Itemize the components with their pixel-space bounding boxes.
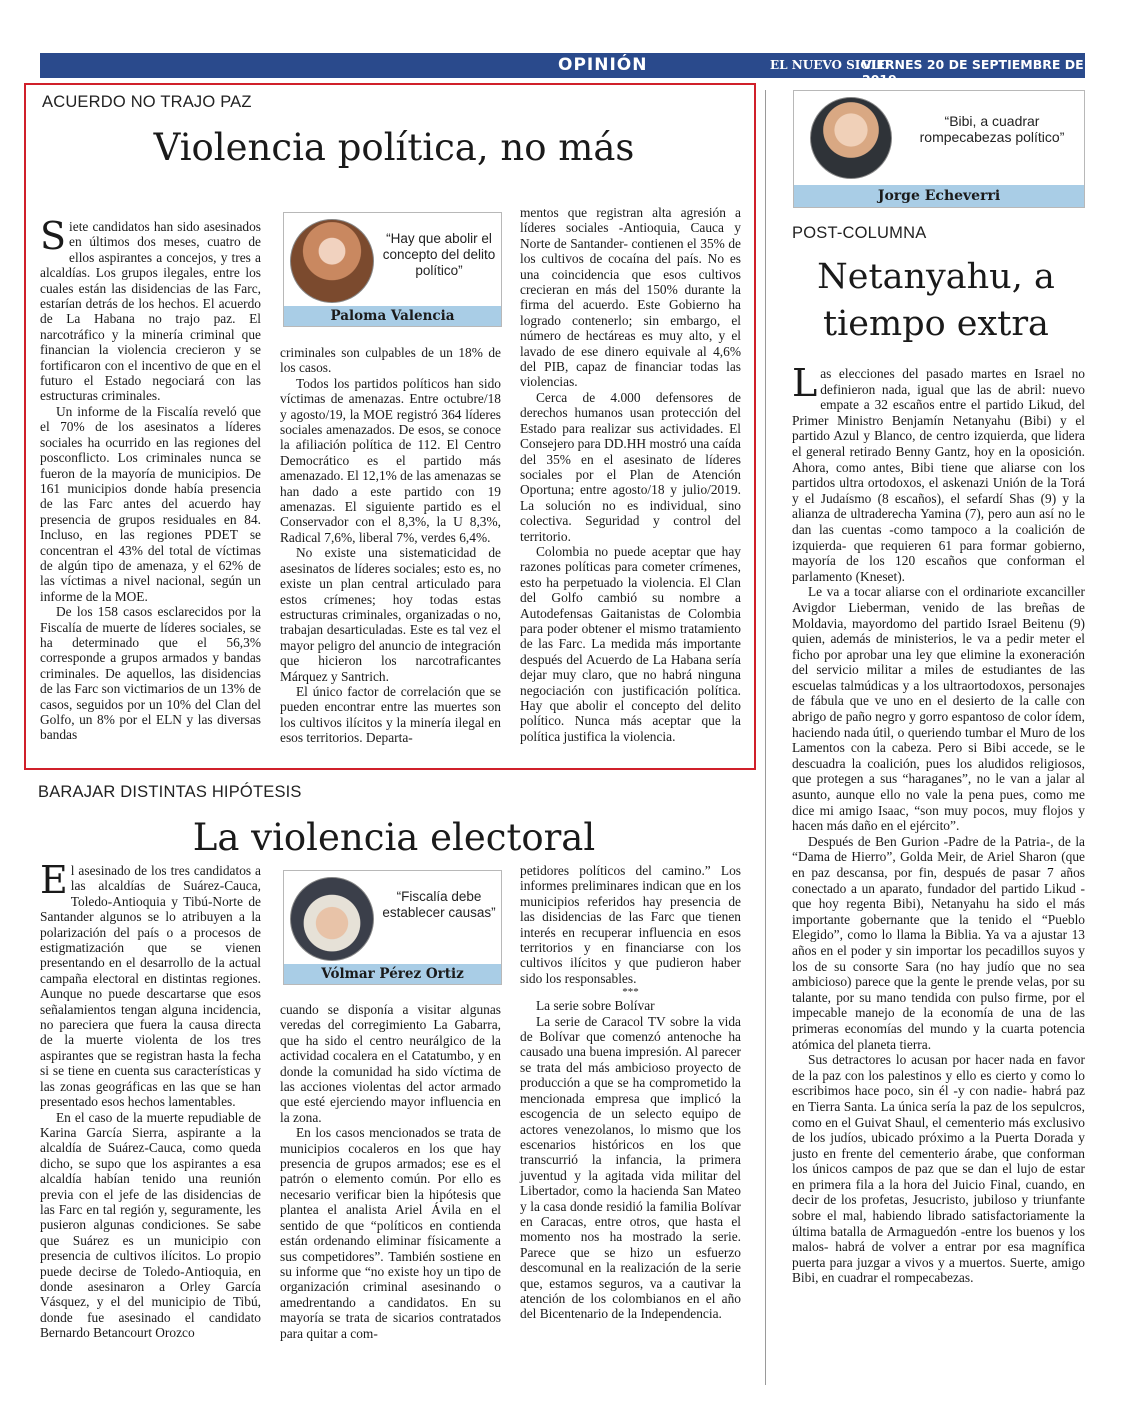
- paragraph: La serie de Caracol TV sobre la vida de Bolívar que comenzó antenoche ha causado una buena impresión. Al parecer se trata del más ambicioso proyecto de producción a que se ha comprometido la mencionada empresa que implicó la escogencia de un selecto equipo de actores venezolanos, lo mismo que los escenarios históricos en los que transcurrió la infancia, la primera juventud y la agitada vida militar del Libertador, como la hacienda San Mateo y la casa donde residió la familia Bolívar en Caracas, entre otros, que hasta el momento nos ha mostrado la serie. Parece que se hizo un esfuerzo descomunal en la realización de la serie que, estamos seguros, va a cautivar la atención de los colombianos en el año del Bicentenario de la Independencia.: [520, 1013, 741, 1322]
- author-name: Vólmar Pérez Ortiz: [284, 964, 501, 984]
- dropcap: E: [40, 858, 68, 902]
- separator: ***: [622, 986, 639, 999]
- paragraph: El único factor de correlación que se pueden encontrar entre las muertes son los cultivos ilícitos y la minería ilegal en esos territorios. Departa-: [280, 683, 501, 746]
- paragraph: En los casos mencionados se trata de municipios cocaleros en los que hay presencia de grupos armados; ese es el patrón o elemento común. Por ello es necesario verificar bien la hipótesis que plantea el analista Ariel Ávila en el sentido de que “políticos en contienda están ordenando eliminar físicamente a sus competidores”. También sostiene en su informe que “no existe hoy un tipo de organización criminal asesinando o amedrentando a candidatos. En su mayoría se trata de sicarios contratados para quitar a com-: [280, 1125, 501, 1341]
- article2-headline: La violencia electoral: [192, 816, 596, 859]
- issue-date: VIERNES 20 DE SEPTIEMBRE DE 2019: [862, 57, 1084, 87]
- paragraph: Le va a tocar aliarse con el ordinariote excanciller Avigdor Lieberman, venido de las breñas de Moldavia, mayordomo del partido Israel Beitenu (9) quien, además de ministerios, le va a pedir meter el ficho por aprobar una ley que elimine la exoneración del servicio militar a miles de estudiantes de las escuelas talmúdicas y a los ultraortodoxos, personajes de fábula que ve uno en el desierto de la calle con abrigo de paño negro y gorro espantoso de color ídem, haciendo nada útil, o queriendo tumbar el Muro de los Lamentos con la cabeza. Pero si Bibi accede, se le descuadra la coalición, pues los aludidos religiosos, que protegen a sus “haraganes”, no le van a jalar al asunto, aunque ello no vale la pena pues, como me dice mi amigo Isaac, “son muy pocos, muy flojos y hacen más daño en el ejército”.: [792, 584, 1085, 834]
- article3-headline: [790, 254, 1082, 348]
- article1-kicker: ACUERDO NO TRAJO PAZ: [42, 93, 252, 111]
- paragraph: petidores políticos del camino.” Los informes preliminares indican que en los municipios referidos hay presencia de las disidencias de las Farc que tienen interés en recuperar influencia en esos territorios y en financiarse con los cultivos ilícitos y que pudieron haber sido los responsables.: [520, 863, 741, 986]
- author-quote: “Bibi, a cuadrar rompecabezas político”: [919, 113, 1065, 145]
- article1-column-1: [40, 214, 261, 743]
- paragraph: criminales son culpables de un 18% de los casos.: [280, 345, 501, 376]
- article1-column-2: [280, 345, 501, 746]
- author-photo: [290, 219, 374, 303]
- article1-headline: Violencia política, no más: [153, 126, 635, 169]
- paragraph: De los 158 casos esclarecidos por la Fiscalía de muerte de líderes sociales, se ha determinado que el 56,3% corresponde a grupos armados y bandas criminales. De aquellos, las disidencias de las Farc son victimarios de un 13% de casos, seguidos por un 10% del Clan del Golfo, un 8% por el ELN y las diversas bandas: [40, 604, 261, 743]
- author-box-jorge-echeverri: [793, 90, 1085, 208]
- paragraph: En el caso de la muerte repudiable de Karina García Sierra, aspirante a la alcaldía de Suárez-Cauca, como queda dicho, se supo que los aspirantes a esa alcaldía habían tenido una reunión previa con el jefe de las disidencias de las Farc en tal región y, seguramente, les pusieron algunas condiciones. Se sabe que Suárez es un municipio con presencia de cultivos ilícitos. Lo propio puede decirse de Toledo-Antioquia, en donde asesinaron a Orley García Vásquez, y el del municipio de Tibú, donde fue asesinado el candidato Bernardo Betancourt Orozco: [40, 1109, 261, 1341]
- author-photo: [810, 97, 892, 179]
- author-box-volmar-perez-ortiz: [283, 870, 502, 985]
- paragraph: Todos los partidos políticos han sido víctimas de amenazas. Entre octubre/18 y agosto/19, la MOE registró 364 líderes sociales amenazados. De esos, se conoce la afiliación política de 112. El Centro Democrático es el partido más amenazado. El 12,1% de las amenazas se han dado a este partido con 19 amenazas. El siguiente partido es el Conservador con el 8,3%, la U 8,3%, Radical 7,6%, liberal 7%, verdes 6,4%.: [280, 375, 501, 545]
- paragraph: iete candidatos han sido asesinados en últimos dos meses, cuatro de ellos aspirantes a concejos, y tres a alcaldías. Los grupos ilegales, entre los cuales están las disidencias de las Farc, estarían detrás de los hechos. El acuerdo de La Habana no trajo paz. El narcotráfico y la minería criminal que financian la violencia crecieron y se fortificaron con el incentivo de que en el futuro el Estado negociará con las estructuras criminales.: [40, 219, 261, 404]
- article3-kicker: POST-COLUMNA: [792, 224, 927, 242]
- paragraph: l asesinado de los tres candidatos a las alcaldías de Suárez-Cauca, Toledo-Antioquia y Tibú-Norte de Santander algunos se lo atribuyen a la polarización del país o a procesos de estigmatización que se vienen presentando en el desarrollo de la actual campaña electoral en distintas regiones. Aunque no puede descartarse que esos señalamientos tengan alguna incidencia, no pareciera que fuera la causa directa de la muerte violenta de los tres aspirantes que se registran hasta la fecha si se tiene en cuenta sus características y las zonas geográficas en las que se han presentado esos hechos lamentables.: [40, 863, 261, 1110]
- section-title: OPINIÓN: [558, 55, 648, 75]
- newspaper-name: EL NUEVO SIGLO: [770, 58, 890, 72]
- article3-column: [792, 361, 1085, 1286]
- headline-line: Netanyahu, a: [817, 257, 1055, 297]
- paragraph: No existe una sistematicidad de asesinatos de líderes sociales; esto es, no existe un plan central articulado para estos crímenes; hoy todas estas estructuras criminales, organizadas o no, trabajan desarticuladas. Este es tal vez el mayor peligro del anuncio de integración que hicieron los narcotraficantes Márquez y Santrich.: [280, 545, 501, 684]
- headline-line: tiempo extra: [823, 304, 1049, 344]
- dropcap: L: [792, 361, 818, 405]
- paragraph: Sus detractores lo acusan por hacer nada en favor de la paz con los palestinos y ello es cierto y como lo escribimos hace poco, sin él -y con nadie- habrá paz en Tierra Santa. La única sería la paz de los sepulcros, como en el Guivat Shaul, el cementerio más exclusivo de los judíos, ubicado próximo a la Puerta Dorada y justo en frente del cementerio árabe, que conforman los únicos campos de paz que se dan el lujo de estar en primera fila a la hora del Juicio Final, cuando, en decir de los profetas, Jesucristo, jubiloso y triunfante sobre el mal, habiendo librado satisfactoriamente la última batalla de Armaguedón -entre los buenos y los malos- habrá de volver a entrar por esa magnífica puerta para juzgar a vivos y a muertos. Suerte, amigo Bibi, en cuadrar el rompecabezas.: [792, 1052, 1085, 1286]
- column-divider: [765, 90, 766, 1385]
- author-photo: [290, 877, 374, 961]
- article1-column-3: [520, 205, 741, 744]
- author-box-paloma-valencia: [283, 212, 502, 327]
- author-quote: “Hay que abolir el concepto del delito político”: [382, 231, 496, 278]
- author-quote: “Fiscalía debe establecer causas”: [382, 889, 496, 920]
- paragraph: cuando se disponía a visitar algunas veredas del corregimiento La Gabarra, que ha sido el centro neurálgico de la actividad cocalera en el Catatumbo, y en donde la comunidad ha sido víctima de las acciones violentas del actor armado que esté ejerciendo mayor influencia en la zona.: [280, 1002, 501, 1125]
- page-number: 9A: [1097, 54, 1124, 75]
- masthead-bar: [40, 53, 1124, 87]
- paragraph: Después de Ben Gurion -Padre de la Patria-, de la “Dama de Hierro”, Golda Meir, de Ariel Sharon (que en paz descansa, por fin, después de pasar 7 años conectado a un aparato, fundador del partido Likud -que hoy regenta Bibi), Netanyahu ha sido el más importante gobernante que la tenido el “Pueblo Elegido”, como lo llama la Biblia. Ya va a ajustar 13 años en el poder y sin importar los pecadillos suyos y los de su consorte Sara (no hay judío que no sea ambicioso) parece que la gente le prende velas, por su talante, por su mano tendida con pulso firme, por el impecable manejo de la economía de una de las primeras economías del mundo y la cuarta potencia atómica del planeta tierra.: [792, 833, 1085, 1052]
- paragraph: Cerca de 4.000 defensores de derechos humanos usan protección del Estado para realizar sus actividades. El Consejero para DD.HH mostró una caída del 35% en el asesinato de líderes sociales por el Plan de Atención Oportuna; entre agosto/18 y julio/2019. La solución no es individual, sino colectiva. Seguridad y control del territorio.: [520, 389, 741, 544]
- subhead: La serie sobre Bolívar: [536, 998, 655, 1014]
- dropcap: S: [40, 214, 67, 258]
- article2-column-1: [40, 858, 261, 1341]
- paragraph: mentos que registran alta agresión a líderes sociales -Antioquia, Cauca y Norte de Santander- contienen el 35% de los cultivos de cocaína del país. No es una coincidencia que esos cultivos crecieran en más del 150% durante la firma del acuerdo. Este Gobierno ha logrado contenerlo; sin embargo, el número de hectáreas es muy alto, y el lavado de ese dinero equivale al 4,6% del PIB, capaz de financiar todas las violencias.: [520, 205, 741, 390]
- author-name: Jorge Echeverri: [794, 185, 1084, 207]
- paragraph: as elecciones del pasado martes en Israel no definieron nada, igual que las de abril: nuevo empate a 32 escaños entre el partido Likud, del Primer Ministro Benjamín Netanyahu (Bibi) y el partido Azul y Blanco, de centro izquierda, que lidera el general retirado Benny Gantz, hoy en la oposición. Ahora, como antes, Bibi tiene que aliarse con los partidos ultra ortodoxos, el askenazi Unión de la Torá y el Judaísmo (8 escaños), el sefardí Shas (9) y la alianza de ultraderecha Yamina (7), pero aun así no le dan las cuentas -como tampoco a la coalición de izquierda- que requieren 61 para formar gobierno, mayoría de los 120 escaños que conforman el parlamento (Kneset).: [792, 366, 1085, 584]
- paragraph: Colombia no puede aceptar que hay razones políticas para cometer crímenes, esto ha perpetuado la violencia. El Clan del Golfo cambió su nombre a Autodefensas Gaitanistas de Colombia para poder obtener el mismo tratamiento de las Farc. La medida más importante después del Acuerdo de La Habana sería dejar muy claro, que no habrá ninguna negociación con justificación política. Hay que abolir el concepto del delito político. Nunca más aceptar que la política justifica la violencia.: [520, 543, 741, 744]
- article2-column-3: [520, 863, 741, 1322]
- article2-kicker: BARAJAR DISTINTAS HIPÓTESIS: [38, 783, 302, 801]
- author-name: Paloma Valencia: [284, 306, 501, 326]
- article2-column-2: [280, 1002, 501, 1341]
- paragraph: Un informe de la Fiscalía reveló que el 70% de los asesinatos a líderes sociales ha ocurrido en las regiones del posconflicto. Los criminales nunca se fueron de la mayoría de municipios. De 161 municipios donde había presencia de las Farc antes del acuerdo hay presencia de grupos residuales en 84. Incluso, en las regiones PDET se concentran el 43% del total de víctimas de algún tipo de amenaza, y el 62% de las víctimas a nivel nacional, según un informe de la MOE.: [40, 403, 261, 604]
